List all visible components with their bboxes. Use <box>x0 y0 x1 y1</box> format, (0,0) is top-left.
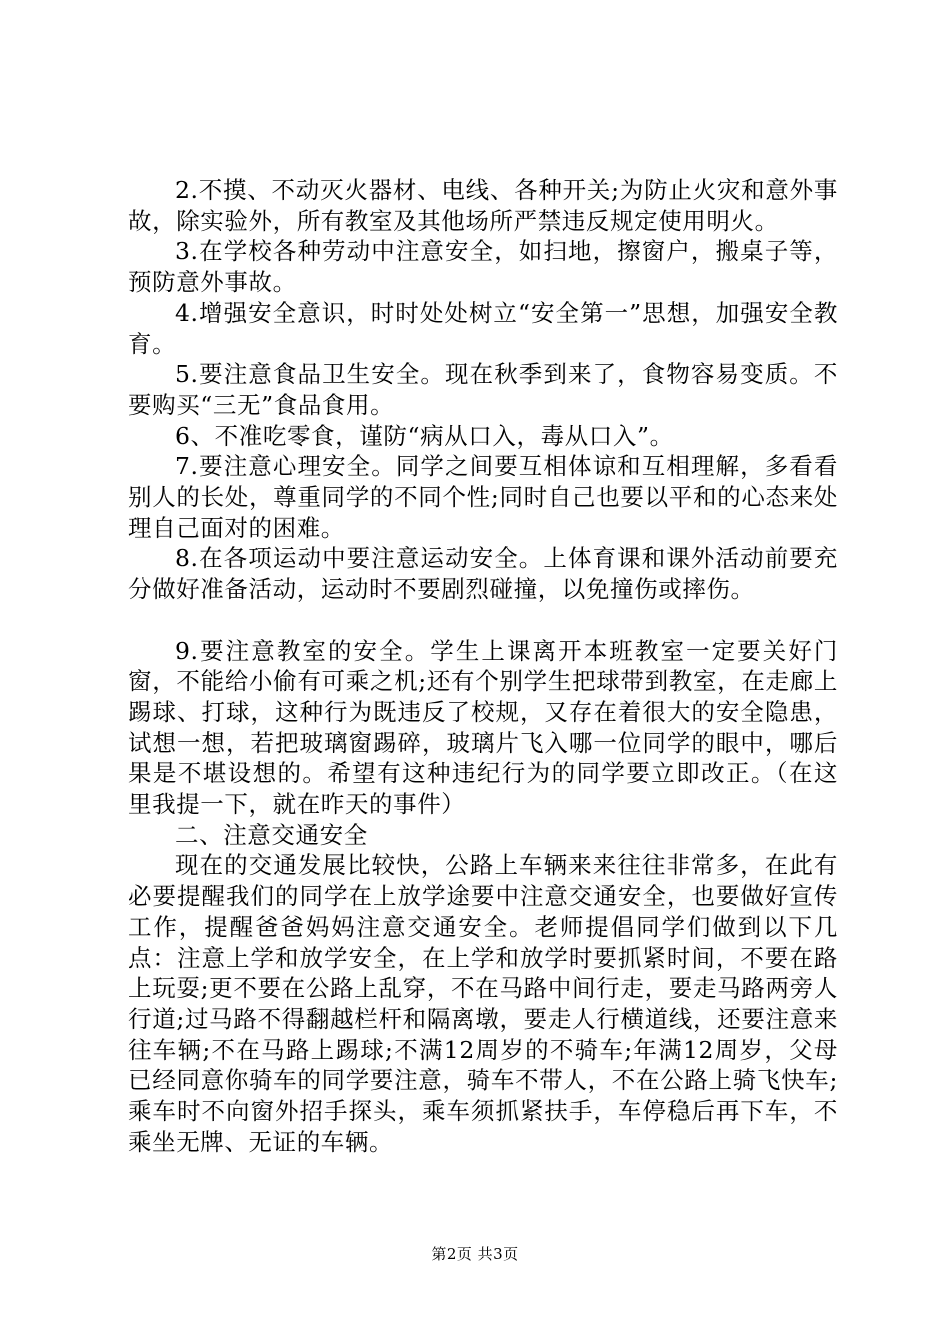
paragraph-item-2: 2.不摸、不动灭火器材、电线、各种开关;为防止火灾和意外事故，除实验外，所有教室及其他场所严禁违反规定使用明火。 <box>128 176 838 235</box>
paragraph-item-4: 4.增强安全意识，时时处处树立“安全第一”思想，加强安全教育。 <box>128 298 838 358</box>
paragraph-traffic-safety: 现在的交通发展比较快，公路上车辆来来往往非常多，在此有必要提醒我们的同学在上放学途要中注意交通安全，也要做好宣传工作，提醒爸爸妈妈注意交通安全。老师提倡同学们做到以下几点：注意上学和放学安全，在上学和放学时要抓紧时间，不要在路上玩耍;更不要在公路上乱穿，不在马路中间行走，要走马路两旁人行道;过马路不得翻越栏杆和隔离墩，要走人行横道线，还要注意来往车辆;不在马路上踢球;不满12周岁的不骑车;年满12周岁，父母已经同意你骑车的同学要注意，骑车不带人，不在公路上骑飞快车;乘车时不向窗外招手探头，乘车须抓紧扶手，车停稳后再下车，不乘坐无牌、无证的车辆。 <box>128 851 838 1156</box>
page-number-footer: 第2页 共3页 <box>431 1245 519 1263</box>
paragraph-item-8: 8.在各项运动中要注意运动安全。上体育课和课外活动前要充分做好准备活动，运动时不要剧烈碰撞，以免撞伤或摔伤。 <box>128 544 838 604</box>
paragraph-item-3: 3.在学校各种劳动中注意安全，如扫地，擦窗户，搬桌子等，预防意外事故。 <box>128 237 838 297</box>
document-body <box>128 175 838 1157</box>
paragraph-item-6: 6、不准吃零食，谨防“病从口入，毒从口入”。 <box>175 421 674 450</box>
paragraph-item-7: 7.要注意心理安全。同学之间要互相体谅和互相理解，多看看别人的长处，尊重同学的不同个性;同时自己也要以平和的心态来处理自己面对的困难。 <box>128 452 838 542</box>
paragraph-item-9: 9.要注意教室的安全。学生上课离开本班教室一定要关好门窗，不能给小偷有可乘之机;还有个别学生把球带到教室，在走廊上踢球、打球，这种行为既违反了校规，又存在着很大的安全隐患，试想一想，若把玻璃窗踢碎，玻璃片飞入哪一位同学的眼中，哪后果是不堪设想的。希望有这种违纪行为的同学要立即改正。（在这里我提一下，就在昨天的事件） <box>128 636 838 819</box>
section-heading-traffic-safety: 二、注意交通安全 <box>175 820 368 849</box>
paragraph-item-5: 5.要注意食品卫生安全。现在秋季到来了，食物容易变质。不要购买“三无”食品食用。 <box>128 360 838 419</box>
